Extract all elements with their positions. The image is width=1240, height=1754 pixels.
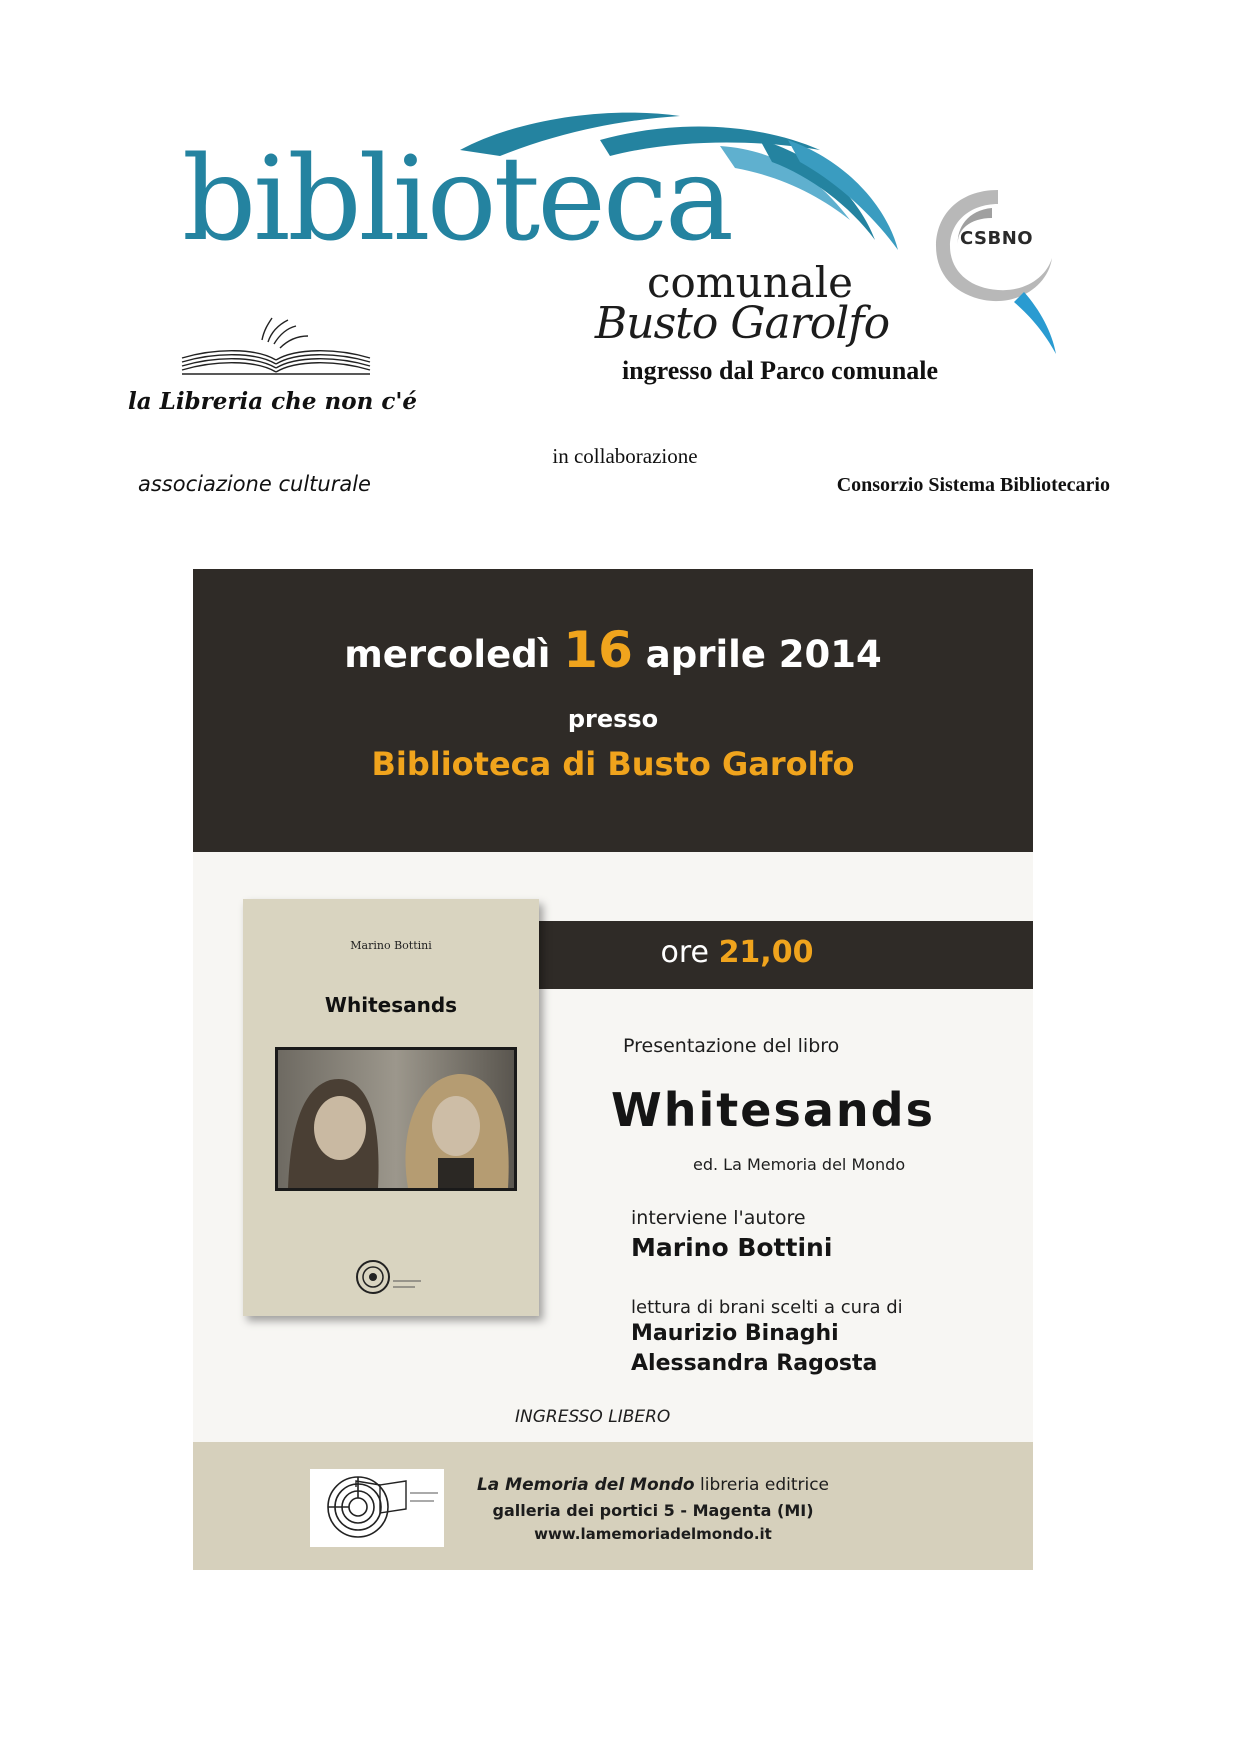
free-entry-label: INGRESSO LIBERO: [515, 1407, 671, 1427]
reading-label: lettura di brani scelti a cura di: [631, 1297, 903, 1318]
time-value: 21,00: [718, 935, 814, 970]
date-weekday: mercoledì: [344, 633, 551, 676]
book-cover-photo: [275, 1047, 517, 1191]
consortium-label: Consorzio Sistema Bibliotecario: [836, 474, 1110, 496]
book-cover-author: Marino Bottini: [350, 939, 432, 952]
labyrinth-icon: [310, 1469, 444, 1547]
book-cover-title: Whitesands: [324, 993, 458, 1017]
event-poster: [193, 569, 1033, 1570]
event-venue: Biblioteca di Busto Garolfo: [371, 745, 855, 783]
publisher-logo: [310, 1469, 444, 1547]
publisher-name: [453, 1475, 853, 1495]
publisher-brand: La Memoria del Mondo: [476, 1475, 695, 1495]
date-month-year: aprile 2014: [645, 633, 882, 676]
csbno-logo: [928, 182, 1058, 357]
time-band: [537, 921, 1033, 989]
event-time: [537, 935, 937, 970]
publisher-suffix: libreria editrice: [700, 1475, 830, 1495]
reader-name: Alessandra Ragosta: [631, 1351, 878, 1376]
entrance-info: ingresso dal Parco comunale: [621, 356, 939, 385]
logo-town: Busto Garolfo: [594, 298, 890, 349]
collaboration-label: in collaborazione: [552, 444, 698, 468]
edition-label: ed. La Memoria del Mondo: [693, 1155, 906, 1174]
publisher-band: [193, 1442, 1033, 1570]
open-book-icon: [176, 312, 376, 392]
logo-subtitle: comunale: [646, 258, 854, 307]
author-name: Marino Bottini: [631, 1233, 833, 1262]
date-day: 16: [563, 621, 633, 679]
date-band: [193, 569, 1033, 852]
publisher-emblem-icon: [351, 1257, 423, 1297]
presentation-label: Presentazione del libro: [623, 1035, 840, 1057]
logo-word: biblioteca: [182, 132, 732, 267]
reader-name: Maurizio Binaghi: [631, 1321, 839, 1346]
csbno-label: CSBNO: [960, 228, 1034, 249]
time-label: ore: [660, 935, 710, 970]
publisher-address: galleria dei portici 5 - Magenta (MI): [492, 1501, 814, 1520]
publisher-url[interactable]: www.lamemoriadelmondo.it: [534, 1525, 772, 1543]
intervention-label: interviene l'autore: [631, 1207, 806, 1229]
association-label: associazione culturale: [138, 472, 371, 496]
book-title: Whitesands: [611, 1083, 935, 1137]
book-cover: [243, 899, 539, 1316]
portrait-image-icon: [278, 1050, 514, 1188]
libreria-name: la Libreria che non c'é: [128, 388, 417, 415]
presso-label: presso: [567, 705, 659, 733]
open-book-logo: [176, 312, 376, 392]
csbno-swirl-icon: [928, 182, 1058, 357]
event-date: [193, 621, 1033, 679]
